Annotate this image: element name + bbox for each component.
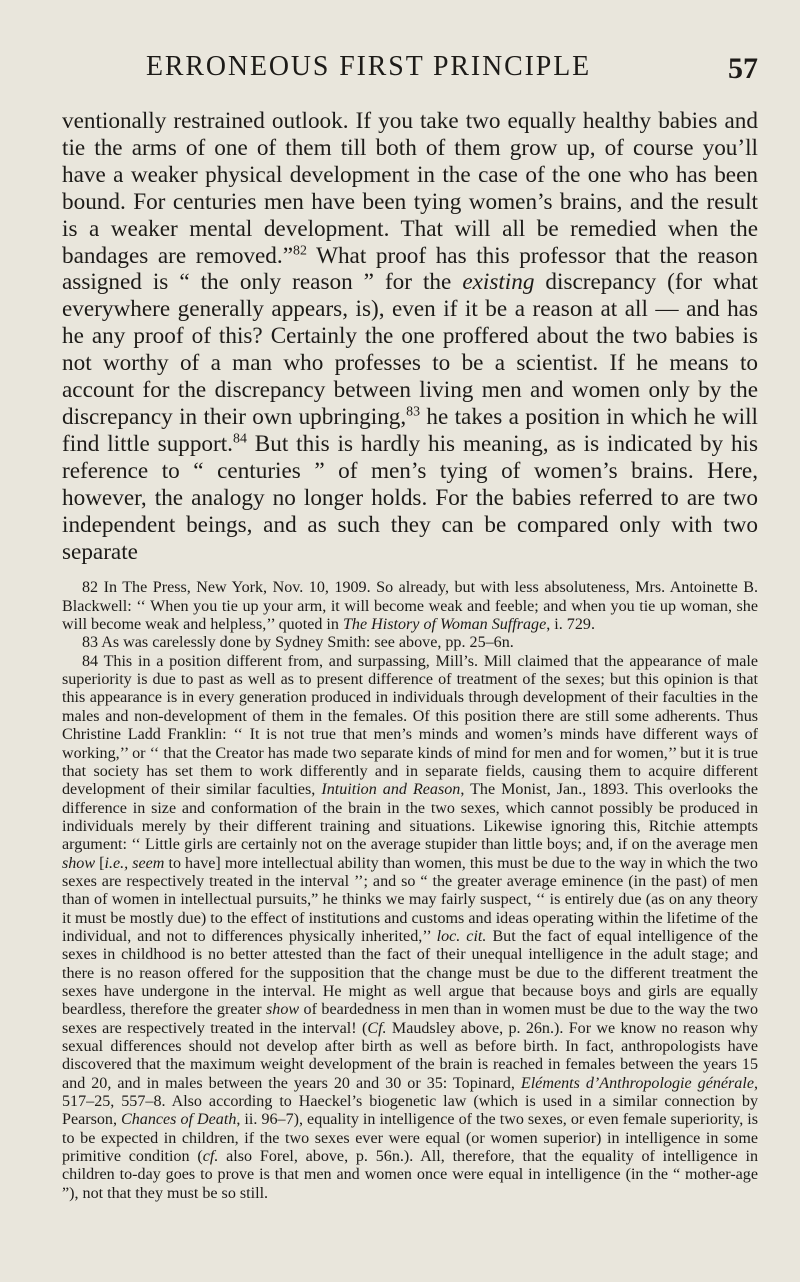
footnote-italic: Cf. <box>367 1019 387 1037</box>
body-text: What proof has this professor that the reason assigned is “ the only reason ” for the <box>62 242 758 296</box>
running-head: ERRONEOUS FIRST PRINCIPLE <box>146 50 592 82</box>
footnote-ref-84: 84 <box>232 431 247 447</box>
footnote-italic: i.e., seem <box>104 854 165 872</box>
footnote-italic: show <box>62 854 96 872</box>
footnote-text: This in a position different from, and surpassing, Mill’s. Mill claimed that the appearance of male superiority is due to past as well as to present difference of treatment of the sexes; but this opinion is that this appearance is in every generation produced in individuals through development of their faculties in the males and non-development of them in the females. Of this position there are still some adherents. Thus Christine Ladd Franklin: ‘‘ It is not true that men’s minds and women’s minds have different ways of working,’’ or ‘‘ that the Creator has made two separate kinds of mind for men and for women,’’ but it is true that society has set them to work differently and in separate fields, causing them to acquire different development of their similar faculties, <box>62 652 758 799</box>
body-paragraph <box>62 108 758 565</box>
footnote-number: 84 <box>82 652 99 670</box>
footnote-text: , 517–25, 557–8. Also according to Haeckel’s biogenetic law (which is used in a similar connection by Pearson, <box>62 1074 758 1129</box>
body-italic: existing <box>462 269 535 296</box>
footnote-text: of beardedness in men than in women must be due to the way the two sexes are respectively treated in the interval! ( <box>62 1001 758 1037</box>
footnote-84 <box>62 653 758 1203</box>
footnote-italic: The History of Woman Suffrage <box>342 616 547 634</box>
footnote-italic: Eléments d’Anthropologie générale <box>520 1074 754 1092</box>
footnote-83 <box>62 634 758 652</box>
footnote-number: 82 <box>82 579 99 597</box>
footnote-text: , i. 729. <box>546 616 595 634</box>
body-text: he takes a position in which he will find little support. <box>62 403 758 457</box>
footnote-italic: Intuition and Reason <box>321 781 461 799</box>
footnote-text: , The Monist, Jan., 1893. This overlooks the difference in size and conformation of the brain in the two sexes, which cannot possibly be produced in individuals merely by their different training and situations. Likewise ignoring this, Ritchie attempts argument: ‘‘ Little girls are certainly not on the average stupider than little boys; and, if on the average men <box>62 781 758 854</box>
footnote-italic: cf. <box>202 1148 219 1166</box>
footnote-number: 83 <box>82 634 99 652</box>
footnote-82 <box>62 579 758 634</box>
footnote-italic: show <box>266 1001 300 1019</box>
footnote-ref-82: 82 <box>292 242 307 258</box>
footnote-text: also Forel, above, p. 56n.). All, therefore, that the equality of intelligence in children to-day goes to prove is that men and women once were equal in intelligence (in the “ mother-age ”), not that they must be so still. <box>62 1148 759 1202</box>
footnote-text: Maudsley above, p. 26n.). For we know no reason why sexual differences should not develop after birth as well as before birth. In fact, anthropologists have discovered that the maximum weight development of the brain is reached in females between the years 15 and 20, and in males between the years 20 and 30 or 35: Topinard, <box>62 1019 758 1092</box>
footnote-text: , ii. 96–7), equality in intelligence of the two sexes, or even female superiority, is to be expected in children, if the two sexes ever were equal (or women superior) in intelligence in some primitive condition ( <box>62 1111 758 1166</box>
page-number: 57 <box>728 52 758 85</box>
body-text: But this is hardly his meaning, as is indicated by his reference to “ centuries ” of men’s tying of women’s brains. Here, however, the analogy no longer holds. For the babies referred to are two independent beings, and as such they can be compared only with two separate <box>62 430 758 565</box>
footnote-text: In The Press, New York, Nov. 10, 1909. So already, but with less absoluteness, Mrs. Antoinette B. Blackwell: ‘‘ When you tie up your arm, it will become weak and feeble; and when you tie up woman, she will become weak and helpless,’’ quoted in <box>62 579 758 634</box>
footnote-text: But the fact of equal intelligence of the sexes in childhood is no better attested than the fact of their unequal intelligence in the adult stage; and there is no reason offered for the supposition that the change must be due to the different treatment the sexes have undergone in the interval. He might as well argue that because boys and girls are equally beardless, therefore the greater <box>62 927 758 1019</box>
footnote-italic: Chances of Death <box>121 1111 237 1129</box>
footnotes <box>62 579 758 1203</box>
footnote-text: As was carelessly done by Sydney Smith: see above, pp. 25–6n. <box>98 634 514 652</box>
footnote-italic: loc. cit. <box>436 927 487 945</box>
main-text <box>62 108 758 565</box>
body-text: discrepancy (for what everywhere generally appears, is), even if it be a reason at all — and has he any proof of this? Certainly the one proffered about the two babies is not worthy of a man who professes to be a scientist. If he means to account for the discrepancy between living men and women only by the discrepancy in their own upbringing, <box>62 269 758 430</box>
body-text: ventionally restrained outlook. If you take two equally healthy babies and tie the arms of one of them till both of them grow up, of course you’ll have a weaker physical development in the case of the one who has been bound. For centuries men have been tying women’s brains, and the result is a weaker mental development. That will all be remedied when the bandages are removed.” <box>62 108 758 269</box>
footnote-text: to have] more intellectual ability than women, this must be due to the way in which the two sexes are respectively treated in the interval ’’; and so “ the greater average eminence (in the past) of men than of women in intellectual pursuits,” he thinks we may fairly suspect, ‘‘ is entirely due (as on any theory it must be mostly due) to the effect of institutions and customs and ideas operating within the lifetime of the individual, and not to differences physically inherited,’’ <box>62 854 758 945</box>
footnote-text: [ <box>95 854 105 872</box>
footnote-ref-83: 83 <box>406 404 421 420</box>
page-header <box>62 40 758 90</box>
